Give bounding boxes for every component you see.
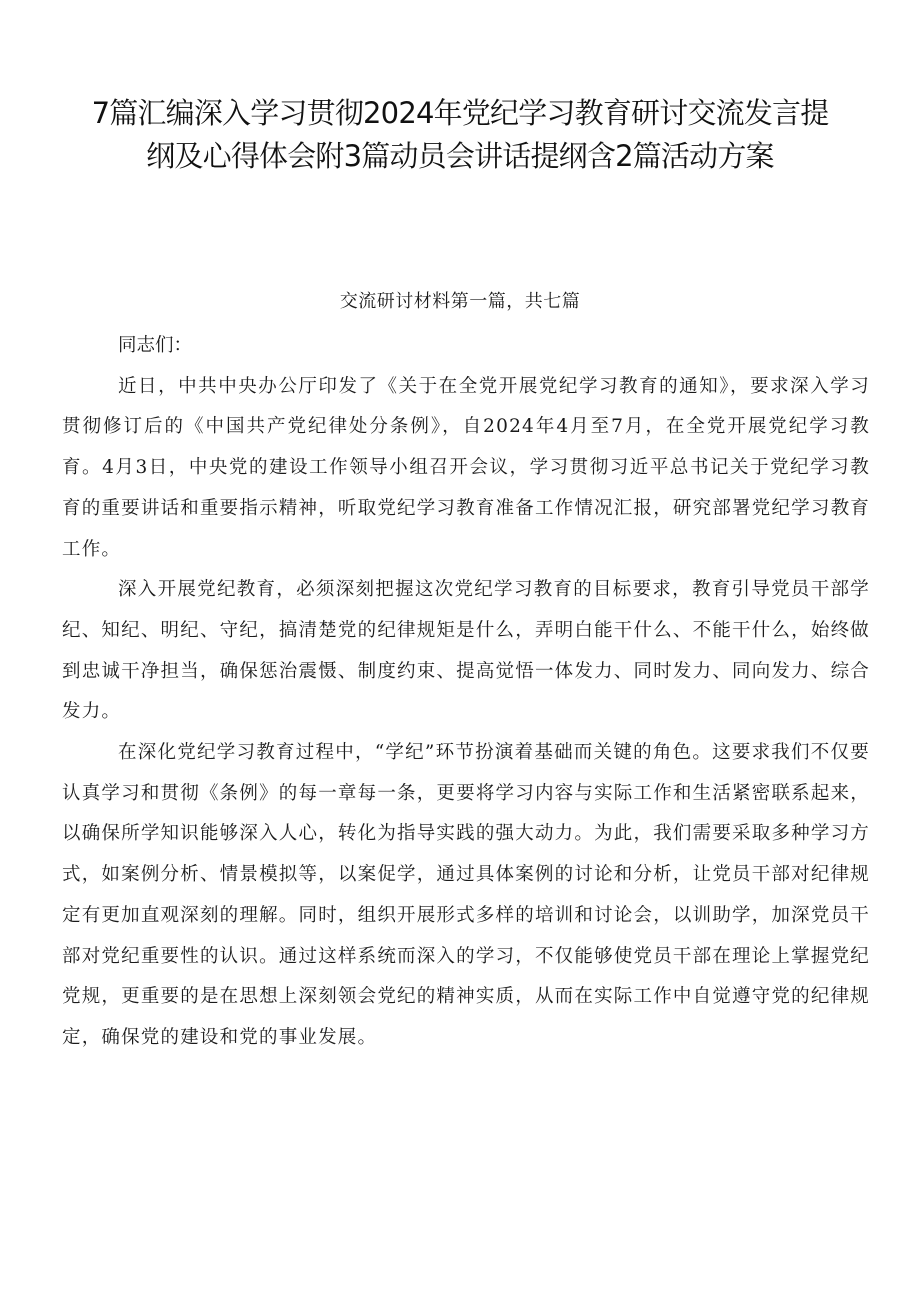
paragraph: 深入开展党纪教育，必须深刻把握这次党纪学习教育的目标要求，教育引导党员干部学纪、知纪、明纪、守纪，搞清楚党的纪律规矩是什么，弄明白能干什么、不能干什么，始终做到忠诚干净担当，确保惩治震慑、制度约束、提高觉悟一体发力、同时发力、同向发力、综合发力。 xyxy=(62,579,870,723)
paragraph: 在深化党纪学习教育过程中，“学纪”环节扮演着基础而关键的角色。这要求我们不仅要认真学习和贯彻《条例》的每一章每一条，更要将学习内容与实际工作和生活紧密联系起来，以确保所学知识能够深入人心，转化为指导实践的强大动力。为此，我们需要采取多种学习方式，如案例分析、情景模拟等，以案促学，通过具体案例的讨论和分析，让党员干部对纪律规定有更加直观深刻的理解。同时，组织开展形式多样的培训和讨论会，以训助学，加深党员干部对党纪重要性的认识。通过这样系统而深入的学习，不仅能够使党员干部在理论上掌握党纪党规，更重要的是在思想上深刻领会党纪的精神实质，从而在实际工作中自觉遵守党的纪律规定，确保党的建设和党的事业发展。 xyxy=(62,742,870,1048)
document-body xyxy=(62,326,870,1059)
section-heading: 交流研讨材料第一篇，共七篇 xyxy=(339,291,581,312)
greeting: 同志们： xyxy=(118,335,193,356)
document-title: 7篇汇编深入学习贯彻2024年党纪学习教育研讨交流发言提纲及心得体会附3篇动员会讲话提纲含2篇活动方案 xyxy=(91,96,829,173)
paragraph: 近日，中共中央办公厅印发了《关于在全党开展党纪学习教育的通知》，要求深入学习贯彻修订后的《中国共产党纪律处分条例》，自2024年4月至7月，在全党开展党纪学习教育。4月3日，中央党的建设工作领导小组召开会议，学习贯彻习近平总书记关于党纪学习教育的重要讲话和重要指示精神，听取党纪学习教育准备工作情况汇报，研究部署党纪学习教育工作。 xyxy=(62,375,870,560)
